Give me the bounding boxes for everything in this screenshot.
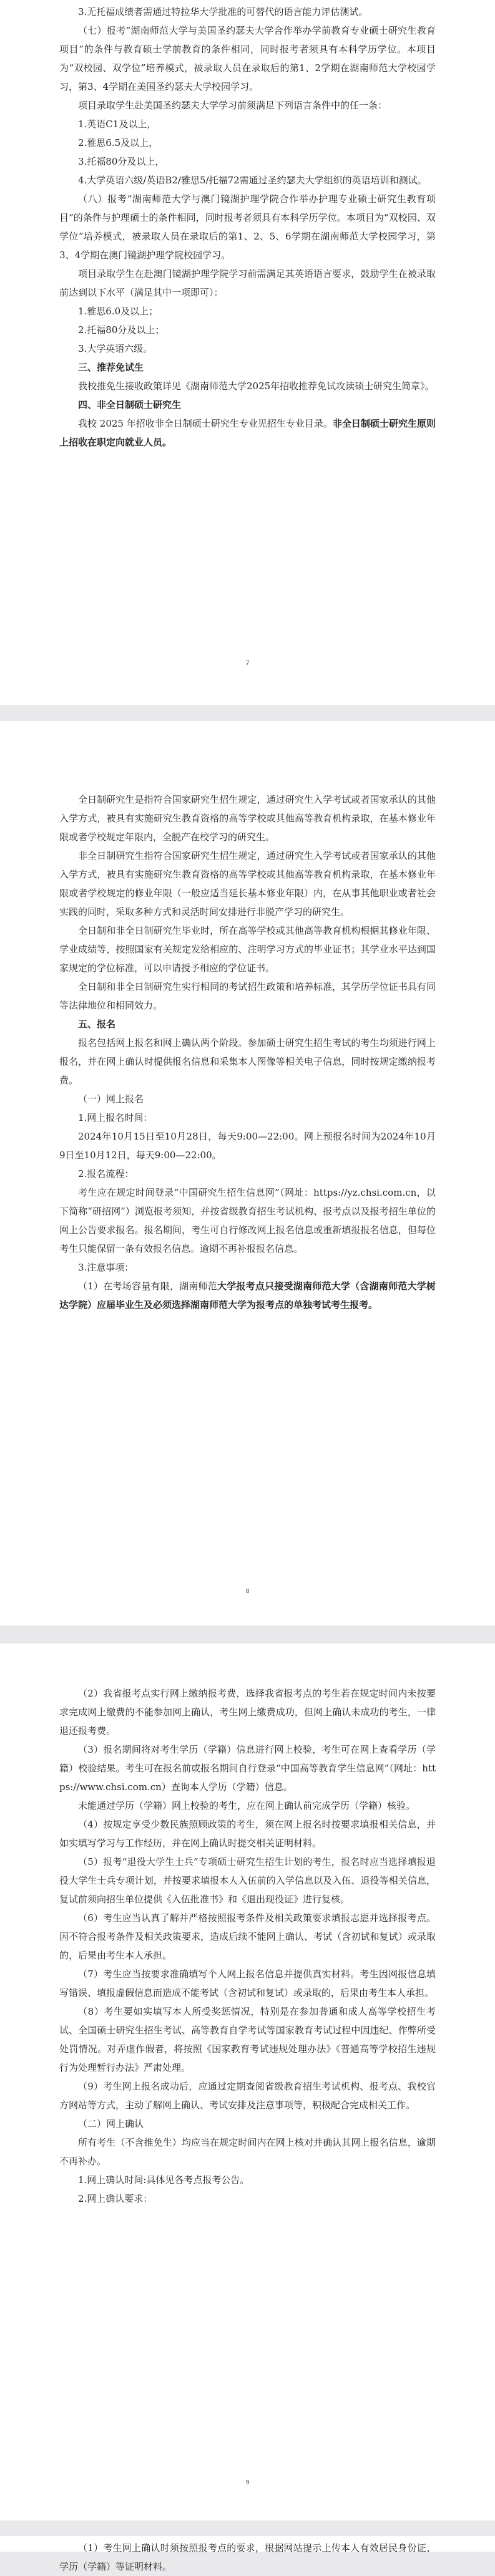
paragraph	[59, 1127, 436, 1165]
paragraph-text: 2024年10月15日至10月28日，每天9:00—22:00。网上预报名时间为2024年10月9日至10月12日，每天9:00—22:00。	[59, 1131, 436, 1161]
paragraph-text: （2）我省报考点实行网上缴纳报考费，选择我省报考点的考生若在规定时间内未按要求完成网上缴费的不能参加网上确认，考生网上缴费成功，但网上确认未成功的考生，一律退还报考费。	[59, 1688, 436, 1736]
paragraph	[59, 2114, 436, 2133]
paragraph-text: 4.大学英语六级/英语B2/雅思5/托福72需通过圣约瑟夫大学组织的英语培训和测试。	[78, 175, 427, 186]
page-number-9: 9	[245, 2479, 250, 2486]
paragraph-text: （7）考生应当按要求准确填写个人网上报名信息并提供真实材料。考生因网报信息填写错误、填报虚假信息而造成不能考试（含初试和复试）或录取的，后果由考生本人承担。	[59, 1968, 436, 1998]
paragraph	[59, 1258, 436, 1277]
paragraph	[59, 1796, 436, 1815]
page-number-8: 8	[245, 1588, 250, 1595]
paragraph-text: 报名包括网上报名和网上确认两个阶段。参加硕士研究生招生考试的考生均须进行网上报名，并在网上确认时提供报名信息和采集本人图像等相关电子信息，同时按规定缴纳报考费。	[59, 1037, 436, 1086]
paragraph-text: （七）报考“湖南师范大学与美国圣约瑟夫大学合作举办学前教育专业硕士研究生教育项目”的条件与教育硕士学前教育的条件相同，同时报考者须具有本科学历学位。本项目为“双校园、双学位”培养模式，被录取人员在录取后的第1、2学期在湖南师范大学校园学习，第3、4学期在美国圣约瑟夫大学校园学习。	[59, 25, 436, 92]
paragraph-text: 2.托福80分及以上；	[78, 324, 165, 336]
paragraph	[59, 2539, 436, 2576]
paragraph	[59, 133, 436, 152]
paragraph	[59, 1684, 436, 1740]
paragraph-text: 3.大学英语六级。	[78, 343, 153, 354]
paragraph	[59, 2, 436, 21]
paragraph-text: 四、非全日制硕士研究生	[78, 399, 182, 410]
paragraph	[59, 377, 436, 395]
paragraph-text: 全日制和非全日制研究生毕业时，所在高等学校或其他高等教育机构根据其修业年限、学业成绩等，按照国家有关规定发给相应的、注明学习方式的毕业证书；其学业水平达到国家规定的学位标准，可以申请授予相应的学位证书。	[59, 925, 436, 974]
paragraph-text: 我校 2025 年招收非全日制硕士研究生专业见招生专业目录。	[78, 418, 333, 429]
section-heading	[59, 1015, 436, 1034]
paragraph-text: 3.注意事项：	[78, 1262, 134, 1273]
paragraph-text: 未能通过学历（学籍）网上校验的考生，应在网上确认前完成学历（学籍）核验。	[78, 1800, 416, 1811]
paragraph	[59, 414, 436, 452]
paragraph	[59, 302, 436, 321]
paragraph	[59, 1165, 436, 1183]
paragraph-text: （八）报考“湖南师范大学与澳门镜湖护理学院合作举办护理专业硕士研究生教育项目”的条件与护理硕士的条件相同，同时报考者须具有本科学历学位。本项目为“双校园、双学位”培养模式，被录取人员在录取后的第1、2、5、6学期在湖南师范大学校园学习，第3、4学期在澳门镜湖护理学院校园学习。	[59, 193, 436, 261]
paragraph-text: 1.雅思6.0及以上；	[78, 306, 159, 317]
paragraph-text: 全日制研究生是指符合国家研究生招生规定，通过研究生入学考试或者国家承认的其他入学方式，被具有实施研究生教育资格的高等学校或其他高等教育机构录取，在基本修业年限或者学校规定年限内，全脱产在校学习的研究生。	[59, 794, 436, 843]
paragraph-text: 1.英语C1及以上，	[78, 119, 157, 130]
paragraph-text: 3.无托福成绩者需通过特拉华大学批准的可替代的语言能力评估测试。	[78, 6, 368, 17]
paragraph-text: 我校推免生接收政策详见《湖南师范大学2025年招收推荐免试攻读硕士研究生简章》。	[78, 380, 434, 392]
paragraph	[59, 1108, 436, 1127]
paragraph-text: 考生应在规定时间登录“中国研究生招生信息网”（网址：https://yz.chsi.com.cn，以下简称“研招网”）浏览报考须知，并按省级教育招生考试机构、报考点以及报考招生单位的网上公告要求报名。报名期间，考生可自行修改网上报名信息或重新填报报名信息，但每位考生只能保留一条有效报名信息。逾期不再补报报名信息。	[59, 1187, 436, 1254]
paragraph	[59, 2189, 436, 2208]
paragraph-text: 所有考生（不含推免生）均应当在规定时间内在网上核对并确认其网上报名信息，逾期不再补办。	[59, 2137, 436, 2167]
page-7-content	[59, 0, 436, 452]
paragraph	[59, 190, 436, 264]
paragraph	[59, 2171, 436, 2189]
paragraph-text: （4）按规定享受少数民族照顾政策的考生，须在网上报名时按要求填报相关信息，并如实填写学习与工作经历，并在网上确认时提交相关证明材料。	[59, 1819, 436, 1849]
paragraph-emphasis: 大学报考点只接受湖南师范大学（含湖南师范大学树达学院）应届毕业生及必须选择湖南师范大学为报考点的单独考试考生报考。	[59, 1281, 436, 1310]
paragraph	[59, 1965, 436, 2002]
paragraph	[59, 1815, 436, 1852]
paragraph	[59, 1183, 436, 1258]
paragraph	[59, 1277, 436, 1314]
page-number-7: 7	[245, 660, 250, 667]
paragraph	[59, 21, 436, 96]
paragraph-text: （6）考生应当认真了解并严格按照报考条件及相关政策要求填报志愿并选择报考点。因不符合报考条件及相关政策要求，造成后续不能网上确认、考试（含初试和复试）或录取的，后果由考生本人承担。	[59, 1912, 436, 1961]
paragraph-text: 1.网上确认时间:具体见各考点报考公告。	[78, 2174, 250, 2186]
paragraph-text: 全日制和非全日制研究生实行相同的考试招生政策和培养标准，其学历学位证书具有同等法律地位和相同效力。	[59, 981, 436, 1011]
paragraph-emphasis: 非全日制硕士研究生原则上招收在职定向就业人员。	[59, 418, 436, 448]
paragraph-text: （二）网上确认	[78, 2118, 144, 2129]
paragraph-text: （5）报考“退役大学生士兵”专项硕士研究生招生计划的考生，报名时应当选择填报退役大学生士兵专项计划，并按要求填报本人入伍前的入学信息以及入伍、退役等相关信息，复试前须向招生单位提供《入伍批准书》和《退出现役证》进行复核。	[59, 1856, 436, 1905]
document-page-10	[0, 2536, 495, 2572]
paragraph	[59, 2077, 436, 2114]
paragraph-text: 2.雅思6.5及以上，	[78, 137, 159, 148]
section-heading	[59, 358, 436, 377]
document-page-7	[0, 0, 495, 705]
paragraph	[59, 96, 436, 115]
page-8-content	[59, 721, 436, 1314]
paragraph-text: （1）考生网上确认时须按照报考点的要求，根据网站提示上传本人有效居民身份证、学历（学籍）等证明材料。	[59, 2542, 436, 2572]
document-page-8	[0, 721, 495, 1625]
paragraph-text: 3.托福80分及以上，	[78, 156, 165, 167]
paragraph-text: 2.报名流程：	[78, 1168, 134, 1179]
paragraph	[59, 921, 436, 977]
paragraph	[59, 790, 436, 846]
paragraph-text: （8）考生要如实填写本人所受奖惩情况，特别是在参加普通和成人高等学校招生考试、全国硕士研究生招生考试、高等教育自学考试等国家教育考试过程中因违纪、作弊所受处罚情况。对弄虚作假者，将按照《国家教育考试违规处理办法》《普通高等学校招生违规行为处理暂行办法》严肃处理。	[59, 2006, 436, 2073]
paragraph-text: （3）报名期间将对考生学历（学籍）信息进行网上校验，考生可在网上查看学历（学籍）校验结果。考生可在报名前或报名期间自行登录“中国高等教育学生信息网”（网址：https://www.chsi.com.cn）查询本人学历（学籍）信息。	[59, 1744, 436, 1793]
paragraph-text: 五、报名	[78, 1019, 116, 1030]
section-heading	[59, 395, 436, 414]
paragraph-text: （9）考生网上报名成功后，应通过定期查阅省级教育招生考试机构、报考点、我校官方网站等方式，主动了解网上确认、考试安排及注意事项等，积极配合完成相关工作。	[59, 2081, 436, 2111]
paragraph-text: 项目录取学生赴美国圣约瑟夫大学学习前须满足下列语言条件中的任一条：	[78, 100, 388, 111]
paragraph	[59, 339, 436, 358]
paragraph	[59, 115, 436, 133]
paragraph	[59, 1852, 436, 1909]
paragraph-text: 1.网上报名时间：	[78, 1112, 153, 1123]
page-9-content	[59, 1644, 436, 2208]
paragraph	[59, 1034, 436, 1090]
paragraph	[59, 1909, 436, 1965]
paragraph	[59, 264, 436, 302]
paragraph-text: 项目录取学生在赴澳门镜湖护理学院学习前需满足其英语语言要求，鼓励学生在被录取前达到以下水平（满足其中一项即可）：	[59, 268, 436, 298]
paragraph	[59, 152, 436, 171]
paragraph	[59, 2002, 436, 2077]
paragraph-text: （1）在考场容量有限，湖南师范	[78, 1281, 217, 1292]
paragraph	[59, 171, 436, 190]
paragraph	[59, 1090, 436, 1108]
paragraph	[59, 2133, 436, 2171]
paragraph-text: 非全日制研究生指符合国家研究生招生规定，通过研究生入学考试或者国家承认的其他入学方式，被具有实施研究生教育资格的高等学校或其他高等教育机构录取，在基本修业年限或者学校规定的修业年限（一般应适当延长基本修业年限）内，在从事其他职业或者社会实践的同时，采取多种方式和灵活时间安排进行非脱产学习的研究生。	[59, 850, 436, 918]
document-page-9	[0, 1644, 495, 2520]
paragraph-text: 三、推荐免试生	[78, 362, 144, 373]
paragraph	[59, 321, 436, 339]
paragraph	[59, 1740, 436, 1796]
paragraph-text: 2.网上确认要求：	[78, 2193, 153, 2204]
paragraph	[59, 977, 436, 1015]
paragraph-text: （一）网上报名	[78, 1093, 144, 1105]
page-10-content	[59, 2536, 436, 2576]
paragraph	[59, 846, 436, 921]
